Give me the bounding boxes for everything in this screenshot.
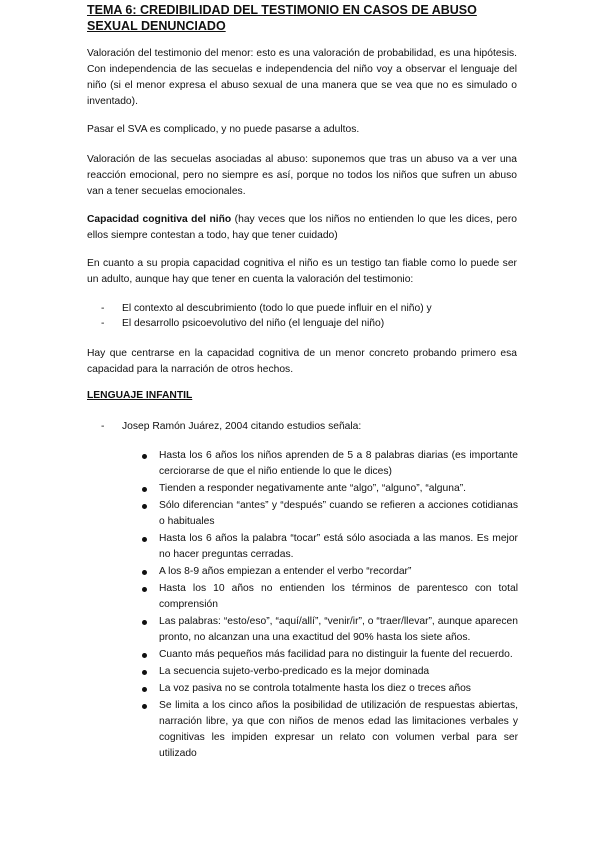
bullet-item (140, 647, 518, 663)
paragraph-cognitive-capacity (87, 212, 517, 244)
section-heading-lenguaje-infantil: LENGUAJE INFANTIL (87, 390, 193, 401)
paragraph-reliability: En cuanto a su propia capacidad cognitiva el niño es un testigo tan fiable como lo puede ser un adulto, aunque hay que tener en cuenta la valoración del testimonio: (87, 258, 517, 285)
paragraph-sva: Pasar el SVA es complicado, y no puede pasarse a adultos. (87, 124, 360, 135)
bullet-item (140, 531, 518, 563)
bullet-item (140, 698, 518, 762)
bullet-dot-icon (142, 620, 147, 625)
bullet-dot-icon (142, 587, 147, 592)
bullet-dot-icon (142, 537, 147, 542)
bullet-text: La voz pasiva no se controla totalmente hasta los diez o treces años (159, 683, 471, 694)
paragraph-sequelae: Valoración de las secuelas asociadas al abuso: suponemos que tras un abuso va a ver una reacción emocional, pero no siempre es así, porque no todos los niños que sufren un abuso van a tener secuelas emocionales. (87, 154, 517, 197)
cognitive-capacity-heading: Capacidad cognitiva del niño (87, 214, 232, 225)
bullet-text: Hasta los 10 años no entienden los términos de parentesco con total comprensión (159, 583, 518, 610)
bullet-text: Sólo diferencian “antes” y “después” cuando se refieren a acciones cotidianas o habituales (159, 500, 518, 527)
citation-text: Josep Ramón Juárez, 2004 citando estudios señala: (122, 421, 362, 432)
paragraph-testimony-assessment: Valoración del testimonio del menor: esto es una valoración de probabilidad, es una hipótesis. Con independencia de las secuelas e independencia del niño voy a observar el lenguaje del niño (si el menor expresa el abuso sexual de una manera que se vea que no es simulado o inventado). (87, 48, 517, 107)
bullet-item (140, 481, 518, 497)
paragraph-focus: Hay que centrarse en la capacidad cognitiva de un menor concreto probando primero esa capacidad para la narración de otros hechos. (87, 348, 517, 375)
bullet-dot-icon (142, 653, 147, 658)
bullet-dot-icon (142, 454, 147, 459)
bullet-dot-icon (142, 487, 147, 492)
bullet-list (140, 448, 518, 763)
dash-marker: - (101, 303, 105, 314)
dash-marker: - (101, 318, 105, 329)
bullet-dot-icon (142, 504, 147, 509)
bullet-text: Se limita a los cinco años la posibilidad de utilización de respuestas abiertas, narración libre, ya que con niños de menos edad las limitaciones verbales y cognitivas les impiden expresar un relato con volumen verbal para ser utilizado (159, 700, 518, 759)
bullet-text: Hasta los 6 años los niños aprenden de 5 a 8 palabras diarias (es importante cerciorarse de que el niño entiende lo que le dices) (159, 450, 518, 477)
bullet-item (140, 681, 518, 697)
bullet-dot-icon (142, 687, 147, 692)
bullet-dot-icon (142, 704, 147, 709)
bullet-text: Las palabras: “esto/eso”, “aquí/allí”, “venir/ir”, o “traer/llevar”, aunque aparecen pronto, no alcanzan una una exactitud del 90% hasta los siete años. (159, 616, 518, 643)
bullet-text: Tienden a responder negativamente ante “algo”, “alguno”, “alguna”. (159, 483, 467, 494)
bullet-text: La secuencia sujeto-verbo-predicado es la mejor dominada (159, 666, 430, 677)
bullet-item (140, 664, 518, 680)
bullet-text: A los 8-9 años empiezan a entender el verbo “recordar” (159, 566, 412, 577)
dash-item-text: El contexto al descubrimiento (todo lo que puede influir en el niño) y (122, 303, 432, 314)
bullet-dot-icon (142, 570, 147, 575)
bullet-text: Hasta los 6 años la palabra “tocar” está sólo asociada a las manos. Es mejor no hacer preguntas cerradas. (159, 533, 518, 560)
cognitive-capacity-note: (hay veces que los niños no entienden lo que les dices, pero ellos siempre contestan a todo, hay que tener cuidado) (87, 214, 517, 241)
dash-item-text: El desarrollo psicoevolutivo del niño (el lenguaje del niño) (122, 318, 385, 329)
bullet-item (140, 448, 518, 480)
bullet-item (140, 614, 518, 646)
bullet-item (140, 581, 518, 613)
bullet-text: Cuanto más pequeños más facilidad para no distinguir la fuente del recuerdo. (159, 649, 513, 660)
bullet-dot-icon (142, 670, 147, 675)
document-title: TEMA 6: CREDIBILIDAD DEL TESTIMONIO EN CASOS DE ABUSO SEXUAL DENUNCIADO (87, 3, 477, 33)
dash-marker: - (101, 421, 105, 432)
bullet-item (140, 498, 518, 530)
bullet-item (140, 564, 518, 580)
